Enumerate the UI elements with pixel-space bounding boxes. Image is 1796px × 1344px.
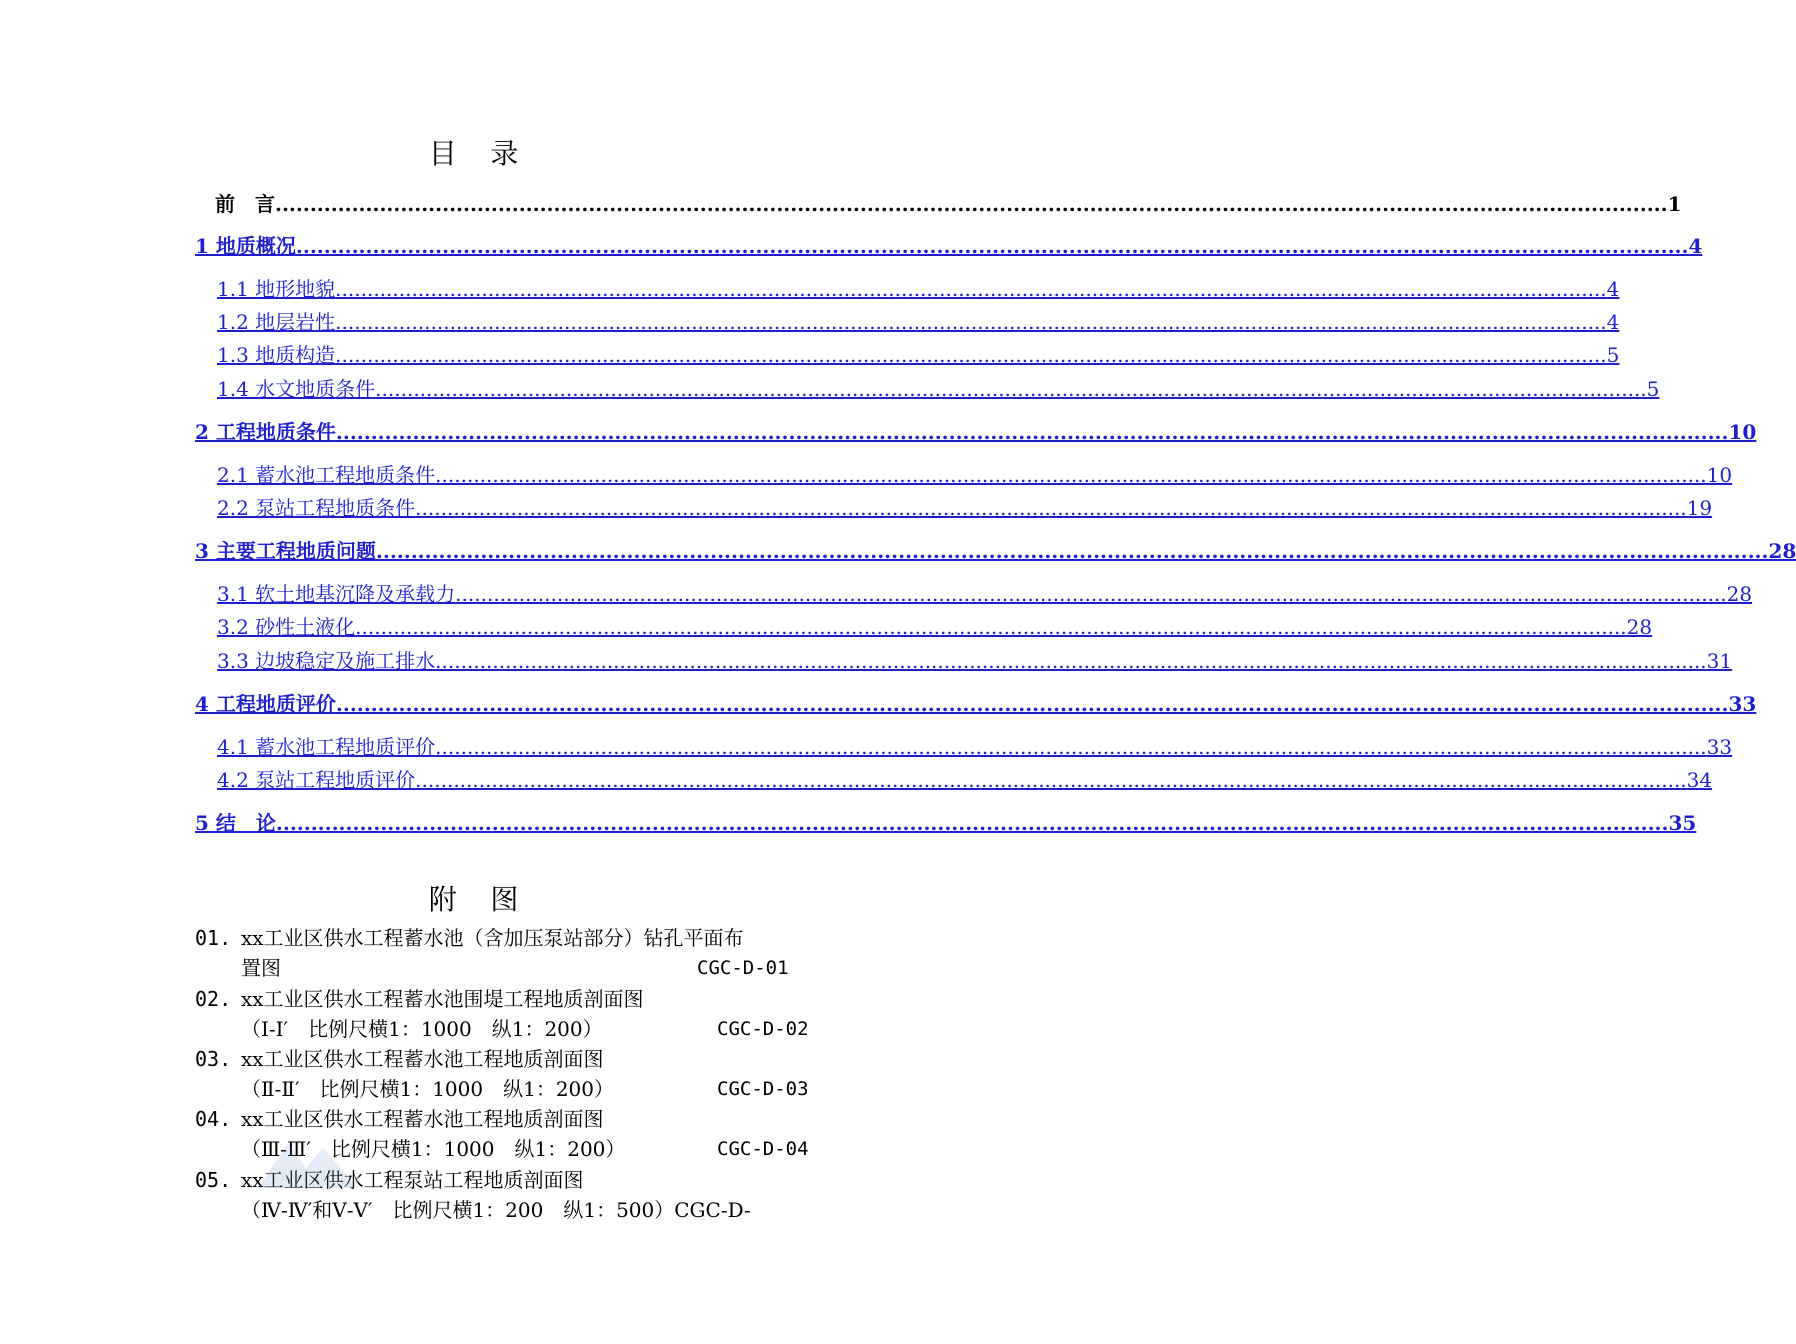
figure-title: xx工业区供水工程蓄水池工程地质剖面图: [241, 1047, 604, 1071]
toc-entry-3-3[interactable]: [217, 649, 1733, 673]
toc-leader: ........................................................................................................................................................................................................: [275, 192, 1668, 216]
toc-entry-page: 4: [1688, 234, 1703, 258]
toc-leader: ........................................................................................................................................................................................................: [375, 377, 1647, 401]
toc-entry-label: 3.2 砂性土液化: [217, 615, 356, 639]
toc-entry-page: 5: [1646, 377, 1660, 401]
toc-entry-1[interactable]: [195, 234, 1703, 258]
toc-leader: ........................................................................................................................................................................................................: [335, 310, 1607, 334]
toc-entry-4-2[interactable]: [217, 768, 1713, 792]
figure-scale: （Ⅰ-Ⅰ′ 比例尺横1：1000 纵1：200）: [241, 1017, 603, 1041]
toc-entry-page: 28: [1726, 582, 1753, 606]
toc-entry-page: 10: [1706, 463, 1733, 487]
toc-entry-1-2[interactable]: [217, 310, 1620, 334]
toc-leader: ........................................................................................................................................................................................................: [435, 735, 1707, 759]
toc-entry-label: 2 工程地质条件: [195, 420, 336, 444]
toc-entry-label: 3.3 边坡稳定及施工排水: [217, 649, 436, 673]
toc-entry-label: 1 地质概况: [195, 234, 296, 258]
toc-entry-page: 1: [1667, 192, 1682, 216]
toc-entry-page: 28: [1626, 615, 1653, 639]
figure-title: xx工业区供水工程泵站工程地质剖面图: [241, 1168, 584, 1192]
toc-entry-1-3[interactable]: [217, 343, 1620, 367]
toc-entry-page: 19: [1686, 496, 1713, 520]
figure-code: CGC-D-01: [697, 957, 789, 979]
toc-leader: ........................................................................................................................................................................................................: [335, 343, 1607, 367]
toc-entry-1-4[interactable]: [217, 377, 1660, 401]
figure-title: xx工业区供水工程蓄水池工程地质剖面图: [241, 1107, 604, 1131]
toc-entry-page: 4: [1606, 310, 1620, 334]
toc-entry-preface[interactable]: [215, 192, 1682, 216]
figure-code: CGC-D-03: [717, 1078, 809, 1100]
toc-entry-label: 4.1 蓄水池工程地质评价: [217, 735, 436, 759]
toc-entry-label: 3.1 软土地基沉降及承载力: [217, 582, 456, 606]
toc-entry-label: 1.4 水文地质条件: [217, 377, 376, 401]
toc-entry-page: 4: [1606, 277, 1620, 301]
watermark-logo: [248, 1128, 368, 1198]
figure-code: CGC-D-02: [717, 1018, 809, 1040]
toc-entry-4[interactable]: [195, 692, 1757, 716]
toc-leader: ........................................................................................................................................................................................................: [275, 811, 1669, 835]
toc-leader: ........................................................................................................................................................................................................: [295, 234, 1689, 258]
toc-entry-page: 5: [1606, 343, 1620, 367]
toc-entry-4-1[interactable]: [217, 735, 1733, 759]
figure-number: 05.: [195, 1168, 232, 1192]
toc-entry-label: 1.3 地质构造: [217, 343, 336, 367]
toc-entry-label: 4 工程地质评价: [195, 692, 336, 716]
toc-entry-1-1[interactable]: [217, 277, 1620, 301]
toc-entry-label: 5 结 论: [195, 811, 276, 835]
toc-entry-page: 33: [1728, 692, 1757, 716]
toc-leader: ........................................................................................................................................................................................................: [335, 692, 1729, 716]
toc-entry-label: 前 言: [215, 192, 275, 216]
toc-title: 目 录: [428, 137, 522, 170]
toc-leader: ........................................................................................................................................................................................................: [375, 539, 1769, 563]
toc-entry-label: 1.2 地层岩性: [217, 310, 336, 334]
figure-number: 03.: [195, 1047, 232, 1071]
toc-entry-5[interactable]: [195, 811, 1697, 835]
toc-entry-3-1[interactable]: [217, 582, 1753, 606]
toc-entry-page: 33: [1706, 735, 1733, 759]
figures-title: 附 图: [428, 883, 522, 916]
toc-entry-3[interactable]: [195, 539, 1796, 563]
figure-code: CGC-D-04: [717, 1138, 809, 1160]
toc-entry-page: 35: [1668, 811, 1697, 835]
toc-leader: ........................................................................................................................................................................................................: [355, 615, 1627, 639]
toc-leader: ........................................................................................................................................................................................................: [415, 496, 1687, 520]
toc-leader: ........................................................................................................................................................................................................: [335, 277, 1607, 301]
figure-scale: （Ⅳ-Ⅳ′和Ⅴ-Ⅴ′ 比例尺横1：200 纵1：500）CGC-D-: [241, 1198, 751, 1222]
toc-leader: ........................................................................................................................................................................................................: [415, 768, 1687, 792]
toc-entry-label: 4.2 泵站工程地质评价: [217, 768, 416, 792]
figure-scale: （Ⅲ-Ⅲ′ 比例尺横1：1000 纵1：200）: [241, 1137, 626, 1161]
toc-entry-label: 2.2 泵站工程地质条件: [217, 496, 416, 520]
toc-leader: ........................................................................................................................................................................................................: [435, 463, 1707, 487]
toc-leader: ........................................................................................................................................................................................................: [455, 582, 1727, 606]
figure-number: 04.: [195, 1107, 232, 1131]
figure-scale: （Ⅱ-Ⅱ′ 比例尺横1：1000 纵1：200）: [241, 1077, 615, 1101]
figure-title: xx工业区供水工程蓄水池（含加压泵站部分）钻孔平面布: [241, 926, 744, 950]
toc-entry-page: 28: [1768, 539, 1796, 563]
toc-entry-label: 2.1 蓄水池工程地质条件: [217, 463, 436, 487]
figure-number: 01.: [195, 926, 232, 950]
figure-number: 02.: [195, 987, 232, 1011]
toc-leader: ........................................................................................................................................................................................................: [435, 649, 1707, 673]
toc-entry-label: 1.1 地形地貌: [217, 277, 336, 301]
toc-entry-page: 34: [1686, 768, 1713, 792]
toc-entry-2-1[interactable]: [217, 463, 1733, 487]
toc-entry-2[interactable]: [195, 420, 1757, 444]
figure-title-cont: 置图: [241, 956, 281, 980]
toc-entry-2-2[interactable]: [217, 496, 1713, 520]
toc-entry-3-2[interactable]: [217, 615, 1653, 639]
toc-entry-page: 10: [1728, 420, 1757, 444]
toc-entry-label: 3 主要工程地质问题: [195, 539, 376, 563]
toc-leader: ........................................................................................................................................................................................................: [335, 420, 1729, 444]
figure-title: xx工业区供水工程蓄水池围堤工程地质剖面图: [241, 987, 644, 1011]
toc-entry-page: 31: [1706, 649, 1733, 673]
